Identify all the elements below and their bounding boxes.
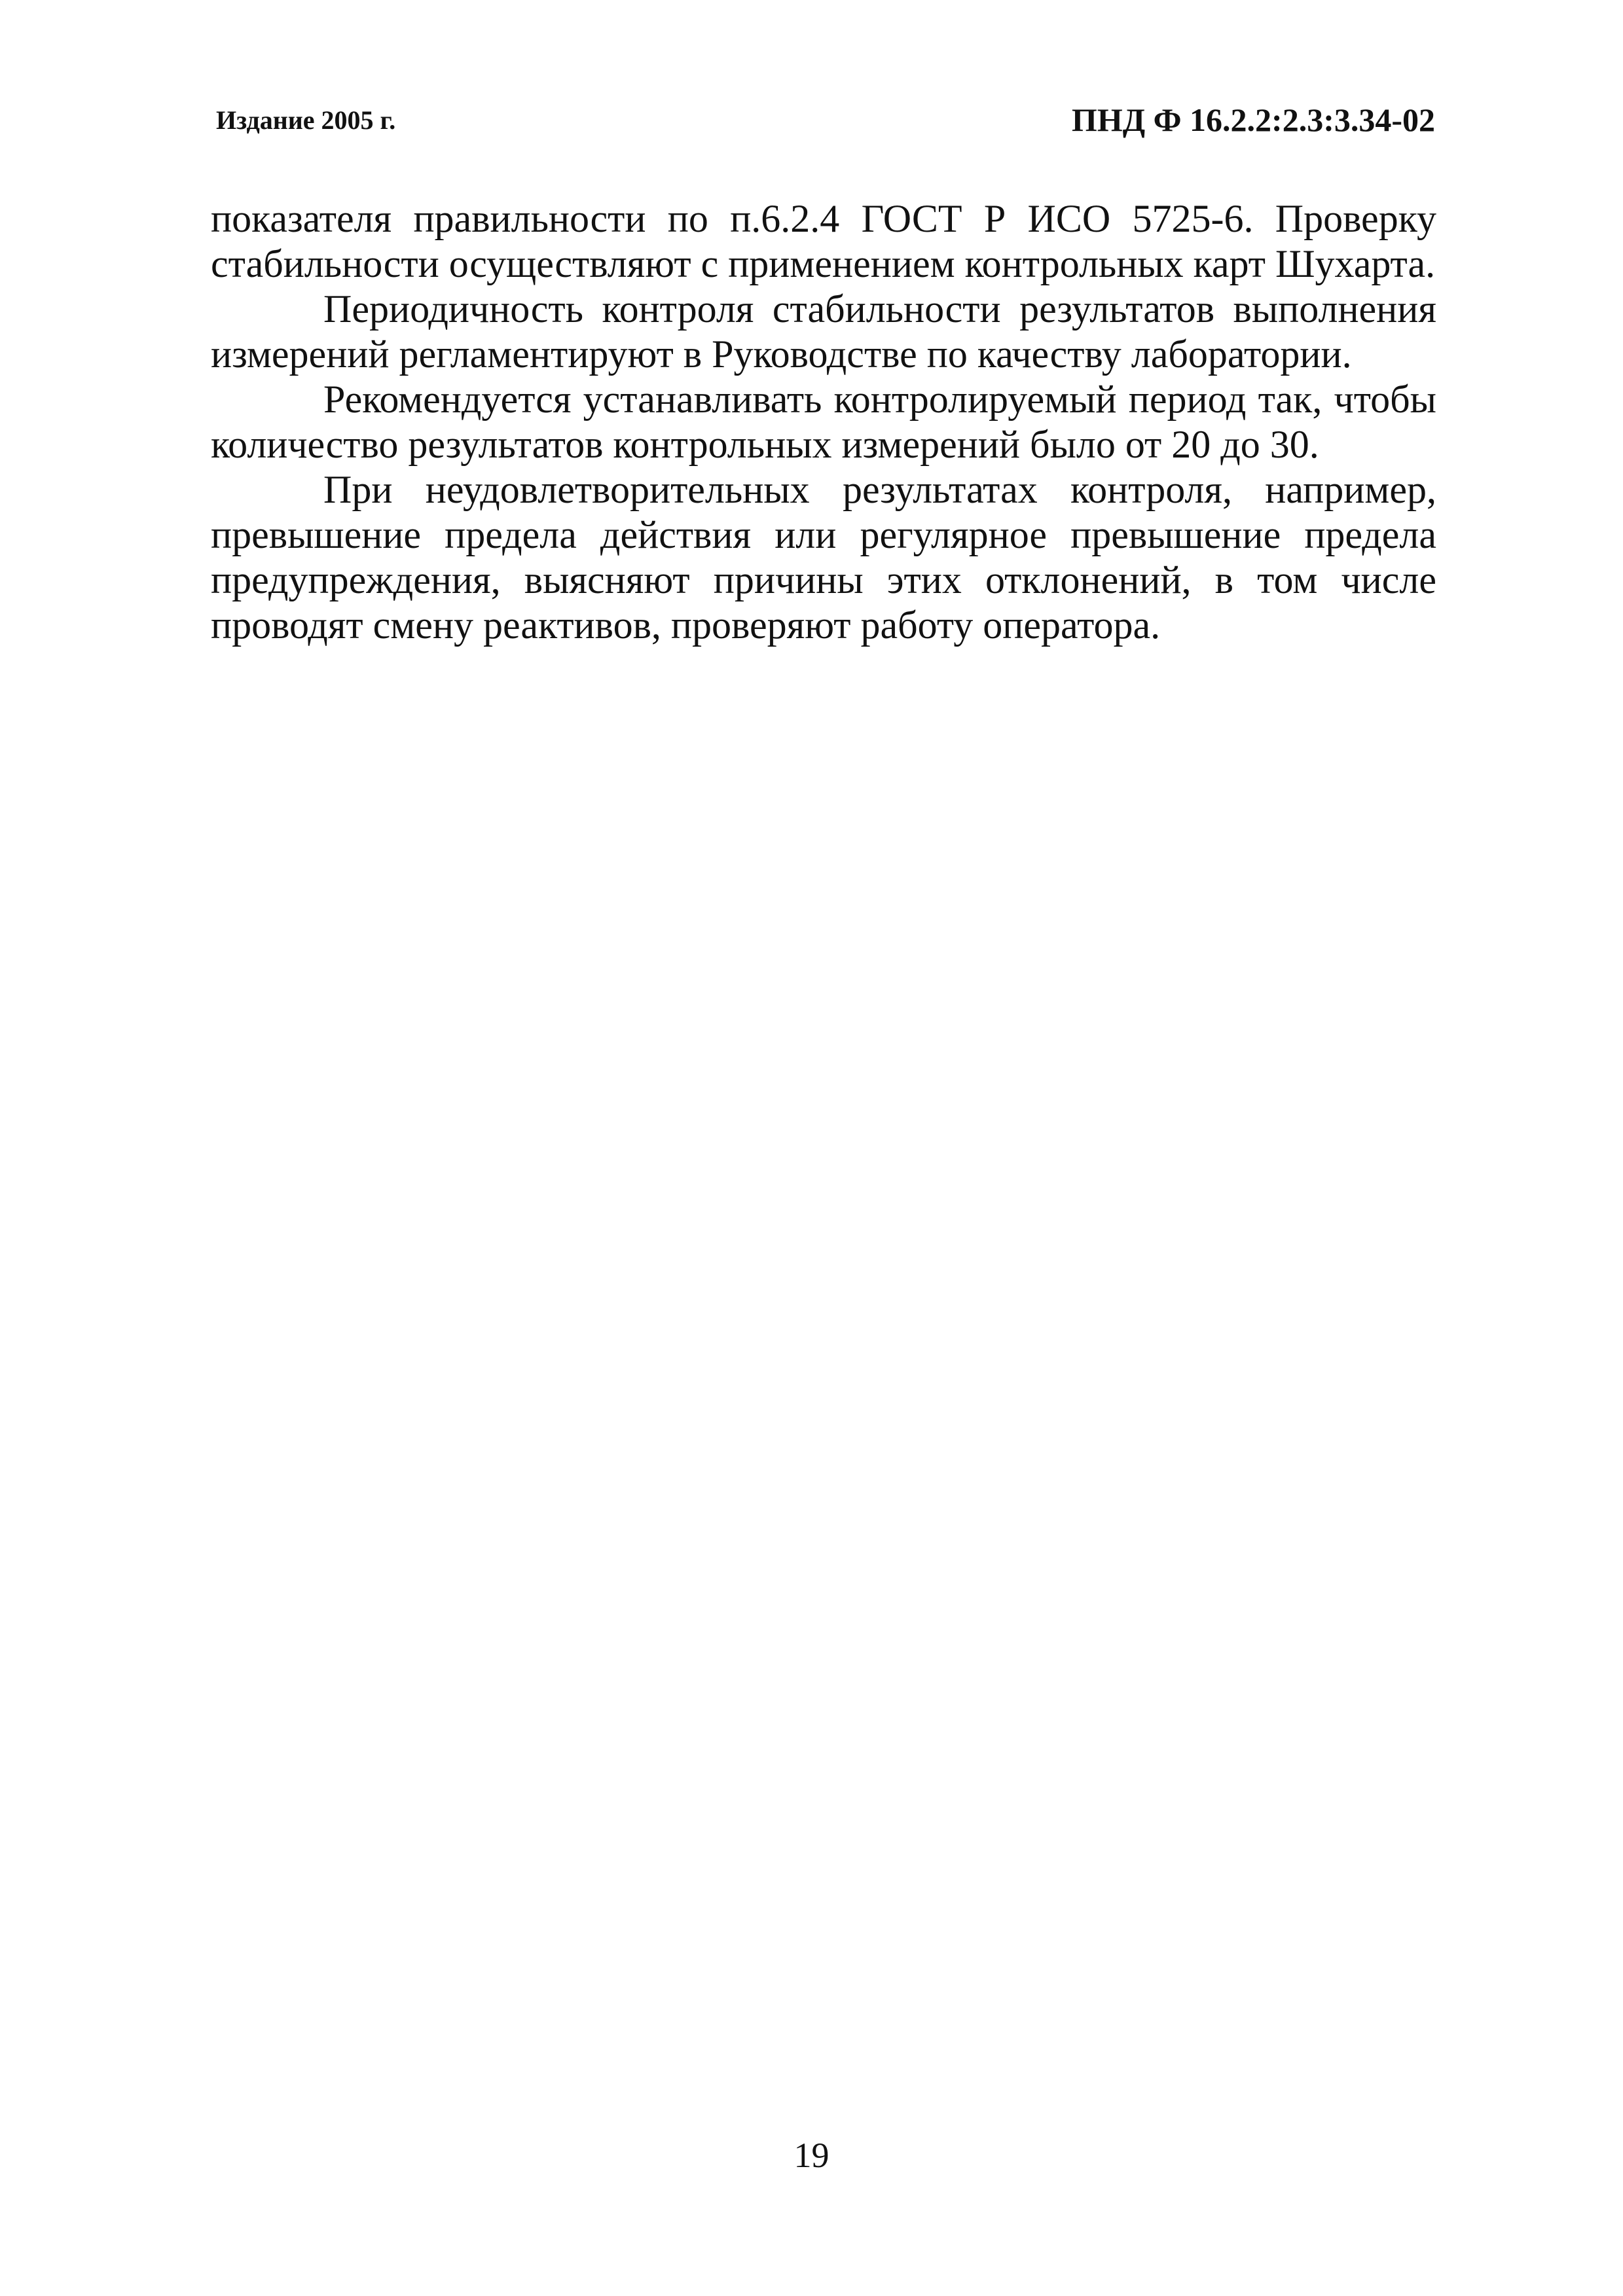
page-header [216,101,1435,144]
paragraph-periodicity: Периодичность контроля стабильности результатов выполнения измерений регламентируют в Руководстве по качеству лаборатории. [211,287,1436,376]
paragraph-control-period: Рекомендуется устанавливать контролируемый период так, чтобы количество результатов контрольных измерений было от 20 до 30. [211,378,1436,466]
page-number: 19 [793,2136,830,2175]
body-text [211,196,1436,648]
edition-label: Издание 2005 г. [216,105,396,135]
document-code: ПНД Ф 16.2.2:2.3:3.34-02 [1071,101,1435,138]
paragraph-continuation: показателя правильности по п.6.2.4 ГОСТ Р ИСО 5725-6. Проверку стабильности осуществляют с применением контрольных карт Шухарта. [211,197,1436,285]
paragraph-unsatisfactory-results: При неудовлетворительных результатах контроля, например, превышение предела действия или регулярное превышение предела предупреждения, выясняют причины этих отклонений, в том числе проводят смену реактивов, проверяют работу оператора. [211,468,1436,647]
